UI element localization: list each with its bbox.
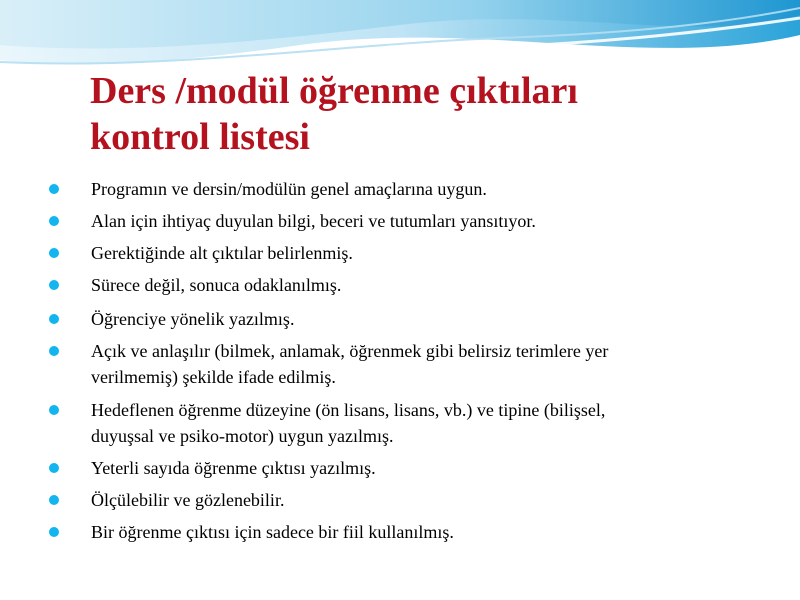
bullet-icon — [49, 216, 59, 226]
list-item-text: Öğrenciye yönelik yazılmış. — [91, 309, 295, 329]
bullet-icon — [49, 280, 59, 290]
list-item-text: Alan için ihtiyaç duyulan bilgi, beceri ve tutumları yansıtıyor. — [91, 211, 536, 231]
bullet-icon — [49, 527, 59, 537]
list-item-text: Bir öğrenme çıktısı için sadece bir fiil kullanılmış. — [91, 522, 454, 542]
bullet-icon — [49, 346, 59, 356]
bullet-icon — [49, 314, 59, 324]
list-item-text-continued: duyuşsal ve psiko-motor) uygun yazılmış. — [91, 426, 394, 446]
bullet-icon — [49, 184, 59, 194]
bullet-icon — [49, 463, 59, 473]
bullet-icon — [49, 495, 59, 505]
list-item-text: Yeterli sayıda öğrenme çıktısı yazılmış. — [91, 458, 376, 478]
list-item-text-continued: verilmemiş) şekilde ifade edilmiş. — [91, 367, 336, 387]
bullet-icon — [49, 405, 59, 415]
list-item-text: Sürece değil, sonuca odaklanılmış. — [91, 275, 342, 295]
slide-title-line-1: Ders /modül öğrenme çıktıları — [90, 70, 578, 112]
slide-title — [90, 68, 770, 160]
list-item-text: Açık ve anlaşılır (bilmek, anlamak, öğrenmek gibi belirsiz terimlere yer — [91, 341, 609, 361]
bullet-icon — [49, 248, 59, 258]
list-item-text: Ölçülebilir ve gözlenebilir. — [91, 490, 285, 510]
list-item-text: Hedeflenen öğrenme düzeyine (ön lisans, lisans, vb.) ve tipine (bilişsel, — [91, 400, 606, 420]
list-item-text: Gerektiğinde alt çıktılar belirlenmiş. — [91, 243, 353, 263]
slide-title-line-2: kontrol listesi — [90, 116, 310, 158]
list-item-text: Programın ve dersin/modülün genel amaçlarına uygun. — [91, 179, 487, 199]
